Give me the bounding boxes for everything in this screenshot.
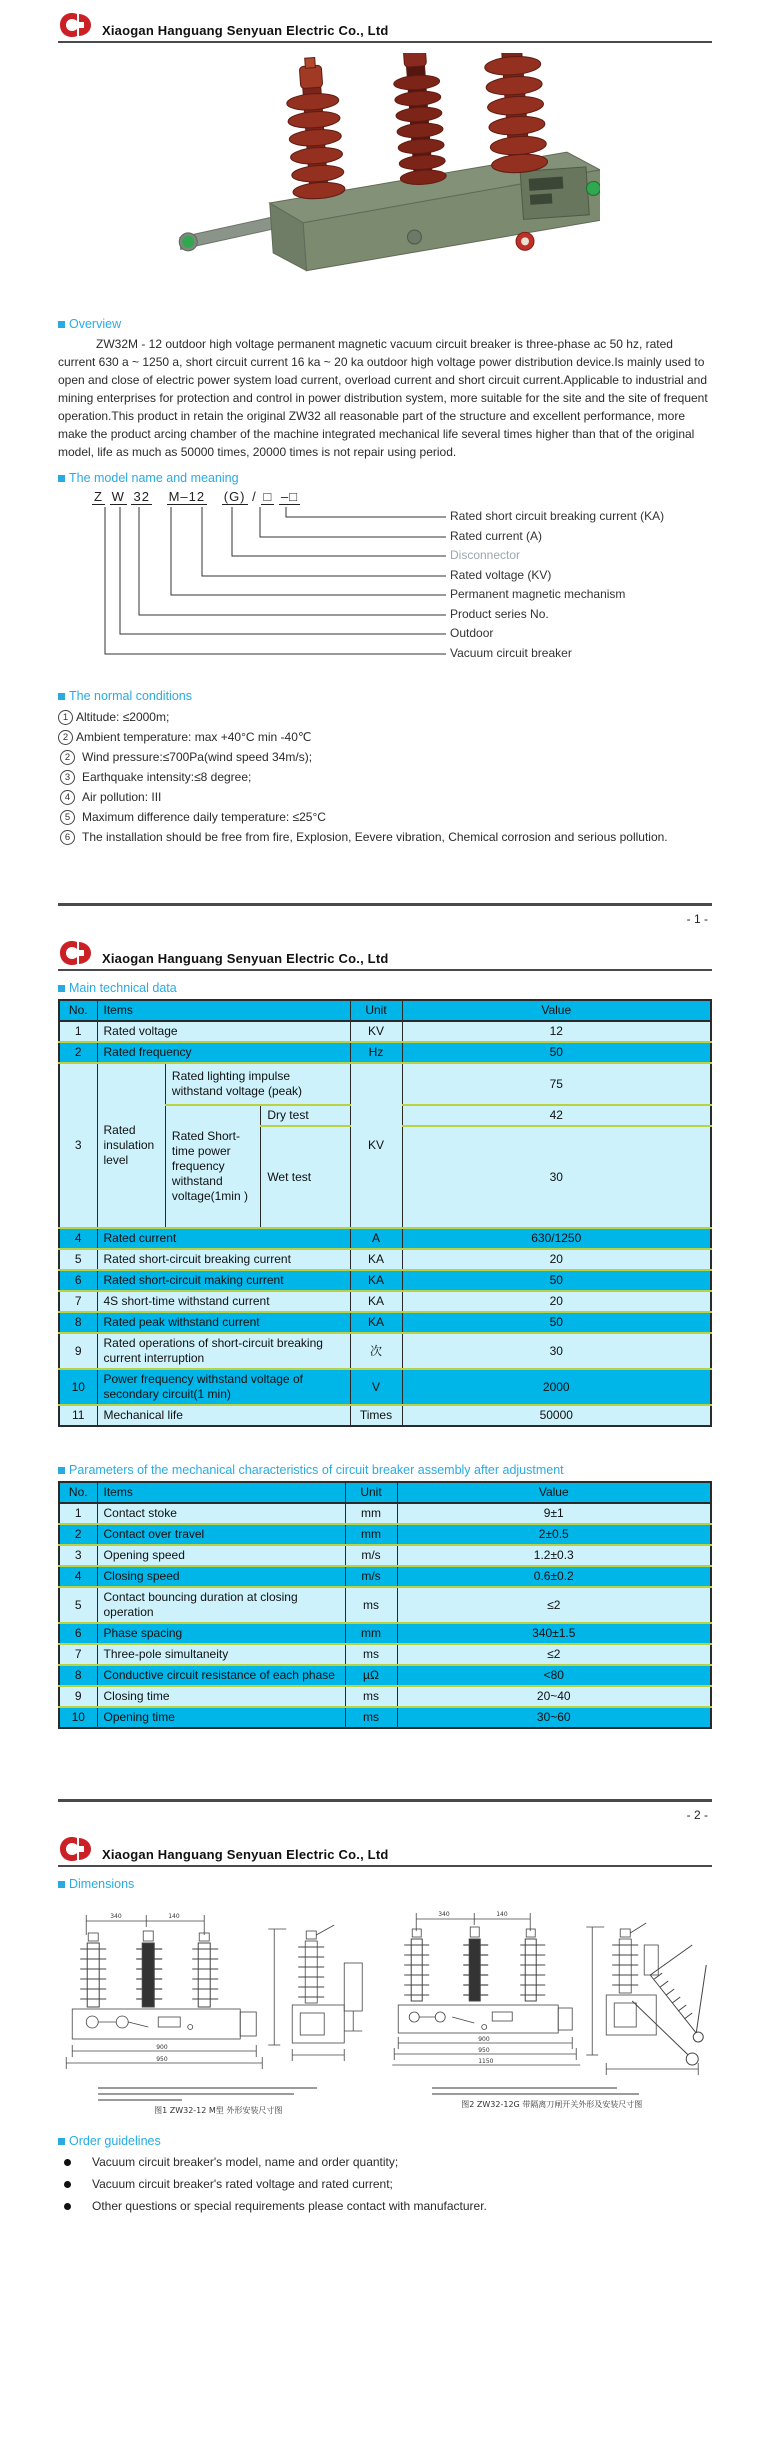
- cell-item: Contact stoke: [97, 1503, 345, 1524]
- circled-number-icon: 6: [60, 830, 75, 845]
- cell-item: Rated current: [97, 1228, 350, 1249]
- cell-value: 2000: [402, 1369, 711, 1405]
- condition-item: [58, 807, 712, 827]
- model-label: Rated short circuit breaking current (KA): [450, 509, 665, 523]
- col-header-no: No.: [59, 1482, 97, 1503]
- bullet-square-icon: [58, 321, 65, 328]
- condition-item: [58, 707, 712, 727]
- model-labels: [450, 507, 664, 663]
- condition-text: Wind pressure:≤700Pa(wind speed 34m/s);: [82, 750, 313, 764]
- table-row: [59, 1503, 711, 1524]
- cell-group: Rated insulation level: [97, 1063, 165, 1228]
- cell-value: 75: [402, 1063, 711, 1105]
- cell-no: 1: [59, 1021, 97, 1042]
- cell-no: 4: [59, 1228, 97, 1249]
- table-row: [59, 1042, 711, 1063]
- section-title-text: Dimensions: [69, 1877, 135, 1891]
- section-title-overview: [58, 317, 712, 331]
- model-code-segment: /: [252, 489, 257, 504]
- condition-item: [58, 747, 712, 767]
- cell-item: 4S short-time withstand current: [97, 1291, 350, 1312]
- product-photo: [58, 43, 712, 307]
- order-item-text: Vacuum circuit breaker's rated voltage and rated current;: [92, 2177, 393, 2191]
- cell-unit: Hz: [350, 1042, 402, 1063]
- model-code-segment: □: [263, 489, 273, 504]
- table-row: [59, 1228, 711, 1249]
- table-row: [59, 1291, 711, 1312]
- section-title-conditions: [58, 689, 712, 703]
- cell-no: 6: [59, 1270, 97, 1291]
- cell-unit: KA: [350, 1270, 402, 1291]
- main-technical-data-table: [58, 999, 712, 1427]
- cell-item: Rated frequency: [97, 1042, 350, 1063]
- cell-no: 7: [59, 1291, 97, 1312]
- cell-item: Rated short-circuit making current: [97, 1270, 350, 1291]
- cell-no: 6: [59, 1623, 97, 1644]
- cell-no: 2: [59, 1524, 97, 1545]
- cell-value: 1.2±0.3: [397, 1545, 711, 1566]
- cell-value: 30: [402, 1333, 711, 1369]
- dim-label: 950: [477, 2047, 490, 2054]
- cell-value: 20~40: [397, 1686, 711, 1707]
- cell-item: Conductive circuit resistance of each phase: [97, 1665, 345, 1686]
- cell-value: 340±1.5: [397, 1623, 711, 1644]
- table-row: [59, 1270, 711, 1291]
- section-title-text: Parameters of the mechanical characteristics of circuit breaker assembly after adjustment: [69, 1463, 564, 1477]
- cell-no: 4: [59, 1566, 97, 1587]
- cell-value: 20: [402, 1291, 711, 1312]
- cell-value: 50: [402, 1312, 711, 1333]
- section-title-text: Order guidelines: [69, 2134, 161, 2148]
- table-row: [59, 1587, 711, 1623]
- table-row: [59, 1686, 711, 1707]
- col-header-no: No.: [59, 1000, 97, 1021]
- figure2-caption: 图2 ZW32-12G 带隔离刀闸开关外形及安装尺寸图: [461, 2100, 643, 2109]
- cell-value: 2±0.5: [397, 1524, 711, 1545]
- col-header-value: Value: [402, 1000, 711, 1021]
- cell-item: Closing speed: [97, 1566, 345, 1587]
- section-title-dimensions: [58, 1877, 712, 1891]
- order-item: [58, 2174, 712, 2194]
- dimension-figure-2: [392, 1905, 712, 2116]
- cell-unit: KA: [350, 1249, 402, 1270]
- table-row: [59, 1524, 711, 1545]
- dim-label: 140: [168, 1913, 180, 1920]
- cell-unit: A: [350, 1228, 402, 1249]
- model-diagram-lines: [58, 507, 446, 677]
- cell-no: 9: [59, 1686, 97, 1707]
- cell-value: <80: [397, 1665, 711, 1686]
- col-header-items: Items: [97, 1000, 350, 1021]
- figure1-annotations: [98, 2087, 378, 2101]
- page1-header: [58, 0, 712, 43]
- bullet-square-icon: [58, 1881, 65, 1888]
- order-guidelines-list: [58, 2152, 712, 2216]
- company-logo-icon: [58, 12, 94, 38]
- company-logo-icon: [58, 1836, 94, 1862]
- table-row: [59, 1312, 711, 1333]
- cell-no: 3: [59, 1545, 97, 1566]
- condition-text: Maximum difference daily temperature: ≤25°C: [82, 810, 326, 824]
- circled-number-icon: 2: [60, 750, 75, 765]
- company-name: Xiaogan Hanguang Senyuan Electric Co., Ltd: [102, 1847, 389, 1862]
- order-item: [58, 2152, 712, 2172]
- cell-wet-test: Wet test: [261, 1126, 350, 1228]
- cell-unit: KA: [350, 1291, 402, 1312]
- cell-no: 5: [59, 1587, 97, 1623]
- cell-value: 50: [402, 1270, 711, 1291]
- cell-item: Closing time: [97, 1686, 345, 1707]
- model-label: Rated voltage (KV): [450, 567, 552, 582]
- company-name: Xiaogan Hanguang Senyuan Electric Co., Ltd: [102, 951, 389, 966]
- table-row: [59, 1566, 711, 1587]
- dimension-drawing-2: [392, 1905, 712, 2083]
- condition-item: [58, 787, 712, 807]
- page1-number: - 1 -: [686, 912, 708, 926]
- cell-item: Contact over travel: [97, 1524, 345, 1545]
- cell-unit: µΩ: [345, 1665, 397, 1686]
- bullet-square-icon: [58, 985, 65, 992]
- cell-no: 11: [59, 1405, 97, 1426]
- cell-value: 20: [402, 1249, 711, 1270]
- cell-unit: ms: [345, 1707, 397, 1728]
- cell-item: Rated short-circuit breaking current: [97, 1249, 350, 1270]
- dimension-figure-1: [58, 1905, 378, 2116]
- dim-label: 950: [156, 2056, 168, 2063]
- col-header-items: Items: [97, 1482, 345, 1503]
- page1-separator: [58, 903, 712, 906]
- cell-item: Mechanical life: [97, 1405, 350, 1426]
- section-title-main-data: [58, 981, 712, 995]
- cell-value: 42: [402, 1105, 711, 1126]
- circled-number-icon: 1: [58, 710, 73, 725]
- cell-no: 5: [59, 1249, 97, 1270]
- col-header-unit: Unit: [350, 1000, 402, 1021]
- bullet-dot-icon: [64, 2159, 71, 2166]
- table-row: [59, 1405, 711, 1426]
- bullet-square-icon: [58, 2138, 65, 2145]
- model-diagram: [58, 507, 712, 679]
- table-row: [59, 1707, 711, 1728]
- table-row: [59, 1021, 711, 1042]
- model-code-segment: Z: [94, 489, 103, 504]
- condition-text: Ambient temperature: max +40°C min -40℃: [76, 730, 312, 744]
- dim-label: 340: [437, 1911, 450, 1918]
- cell-value: 9±1: [397, 1503, 711, 1524]
- bullet-square-icon: [58, 1467, 65, 1474]
- cell-unit: V: [350, 1369, 402, 1405]
- table-row: [59, 1333, 711, 1369]
- page2-separator: [58, 1799, 712, 1802]
- table-row: [59, 1623, 711, 1644]
- section-title-mech-params: [58, 1463, 712, 1477]
- cell-value: 50000: [402, 1405, 711, 1426]
- cell-unit: 次: [350, 1333, 402, 1369]
- page2-number: - 2 -: [686, 1808, 708, 1822]
- cell-dry-test: Dry test: [261, 1105, 350, 1126]
- cell-unit: KA: [350, 1312, 402, 1333]
- model-label: Disconnector: [450, 548, 521, 562]
- cell-value: 50: [402, 1042, 711, 1063]
- cell-sub-item: Rated lighting impulse withstand voltage (peak): [165, 1063, 350, 1105]
- table-row: [59, 1665, 711, 1686]
- dim-label: 900: [156, 2044, 168, 2051]
- conditions-list: [58, 707, 712, 847]
- cell-item: Phase spacing: [97, 1623, 345, 1644]
- model-code-segment: W: [111, 489, 125, 504]
- model-code-segment: 32: [133, 489, 150, 504]
- condition-text: Altitude: ≤2000m;: [76, 710, 170, 724]
- cell-item: Power frequency withstand voltage of secondary circuit(1 min): [97, 1369, 350, 1405]
- section-title-text: Main technical data: [69, 981, 177, 995]
- model-label: Product series No.: [450, 606, 549, 621]
- cell-unit: Times: [350, 1405, 402, 1426]
- cell-no: 8: [59, 1312, 97, 1333]
- cell-unit: mm: [345, 1623, 397, 1644]
- col-header-value: Value: [397, 1482, 711, 1503]
- circled-number-icon: 5: [60, 810, 75, 825]
- cell-unit: m/s: [345, 1566, 397, 1587]
- model-code-segment: (G): [223, 489, 246, 504]
- cell-value: ≤2: [397, 1587, 711, 1623]
- figure2-annotations: [432, 2087, 712, 2095]
- table-row-insulation-1: [59, 1063, 711, 1105]
- model-label: Rated current (A): [450, 528, 543, 543]
- model-code: [92, 489, 712, 505]
- model-label: Outdoor: [450, 626, 494, 640]
- mechanical-characteristics-table: [58, 1481, 712, 1729]
- dim-label: 1150: [477, 2058, 494, 2065]
- dim-label: 340: [110, 1913, 122, 1920]
- circled-number-icon: 4: [60, 790, 75, 805]
- cell-value: ≤2: [397, 1644, 711, 1665]
- section-title-model: [58, 471, 712, 485]
- col-header-unit: Unit: [345, 1482, 397, 1503]
- cell-item: Rated operations of short-circuit breaking current interruption: [97, 1333, 350, 1369]
- cell-no: 1: [59, 1503, 97, 1524]
- cell-value: 630/1250: [402, 1228, 711, 1249]
- cell-item: Rated voltage: [97, 1021, 350, 1042]
- condition-item: [58, 727, 712, 747]
- dim-label: 140: [495, 1911, 508, 1918]
- cell-no: 10: [59, 1707, 97, 1728]
- order-item-text: Other questions or special requirements please contact with manufacturer.: [92, 2199, 487, 2213]
- table-header-row: [59, 1482, 711, 1503]
- cell-no: 3: [59, 1063, 97, 1228]
- condition-text: Earthquake intensity:≤8 degree;: [82, 770, 252, 784]
- circled-number-icon: 3: [60, 770, 75, 785]
- cell-unit: ms: [345, 1644, 397, 1665]
- circled-number-icon: 2: [58, 730, 73, 745]
- condition-text: The installation should be free from fire, Explosion, Eevere vibration, Chemical corrosion and serious pollution.: [82, 830, 668, 844]
- condition-item: [58, 827, 712, 847]
- cell-item: Three-pole simultaneity: [97, 1644, 345, 1665]
- figure1-caption: 图1 ZW32-12 M型 外形安装尺寸图: [154, 2106, 283, 2115]
- order-item: [58, 2196, 712, 2216]
- condition-text: Air pollution: III: [82, 790, 162, 804]
- bullet-square-icon: [58, 475, 65, 482]
- cell-value: 30~60: [397, 1707, 711, 1728]
- table-header-row: [59, 1000, 711, 1021]
- order-item-text: Vacuum circuit breaker's model, name and order quantity;: [92, 2155, 399, 2169]
- condition-item: [58, 767, 712, 787]
- section-title-order: [58, 2134, 712, 2148]
- cell-unit: KV: [350, 1063, 402, 1228]
- cell-value: 12: [402, 1021, 711, 1042]
- model-label: Vacuum circuit breaker: [450, 645, 572, 660]
- section-title-text: Overview: [69, 317, 122, 331]
- model-code-segment: M–12: [168, 489, 206, 504]
- cell-item: Contact bouncing duration at closing operation: [97, 1587, 345, 1623]
- cell-item: Opening time: [97, 1707, 345, 1728]
- circuit-breaker-photo-illustration: [170, 53, 600, 301]
- dim-label: 900: [477, 2036, 490, 2043]
- cell-unit: m/s: [345, 1545, 397, 1566]
- cell-unit: mm: [345, 1524, 397, 1545]
- bullet-dot-icon: [64, 2181, 71, 2188]
- cell-no: 7: [59, 1644, 97, 1665]
- table-row: [59, 1249, 711, 1270]
- model-code-segment: –□: [280, 489, 298, 504]
- cell-unit: mm: [345, 1503, 397, 1524]
- bullet-dot-icon: [64, 2203, 71, 2210]
- cell-unit: ms: [345, 1686, 397, 1707]
- cell-no: 10: [59, 1369, 97, 1405]
- bullet-square-icon: [58, 693, 65, 700]
- cell-no: 8: [59, 1665, 97, 1686]
- overview-text: ZW32M - 12 outdoor high voltage permanent magnetic vacuum circuit breaker is three-phase ac 50 hz, rated current 630 a ~ 1250 a, short circuit current 16 ka ~ 20 ka outdoor high voltage power distribution device.Is mainly used to open and close of electric power system load current, overload current and short circuit current.Applicable to industrial and mining enterprises for protection and control in power distribution system, more suitable for the site and the site of frequent operation.This product in retain the original ZW32 all reasonable part of the structure and excellent performance, more make the product arcing chamber of the machine integrated mechanical life several times higher than that of the original model, life as much as 50000 times, 20000 times is not repair using period.: [58, 337, 708, 459]
- cell-no: 9: [59, 1333, 97, 1369]
- cell-no: 2: [59, 1042, 97, 1063]
- table-row: [59, 1369, 711, 1405]
- table-row: [59, 1644, 711, 1665]
- dimension-figures: [58, 1905, 712, 2116]
- company-logo-icon: [58, 940, 94, 966]
- page3-header: [58, 1824, 712, 1867]
- cell-sub-item: Rated Short-time power frequency withstand voltage(1min ): [165, 1105, 260, 1228]
- section-title-text: The model name and meaning: [69, 471, 239, 485]
- company-name: Xiaogan Hanguang Senyuan Electric Co., Ltd: [102, 23, 389, 38]
- cell-item: Rated peak withstand current: [97, 1312, 350, 1333]
- model-label: Permanent magnetic mechanism: [450, 587, 626, 601]
- table-row: [59, 1545, 711, 1566]
- cell-item: Opening speed: [97, 1545, 345, 1566]
- page2-header: [58, 928, 712, 971]
- cell-value: 0.6±0.2: [397, 1566, 711, 1587]
- section-title-text: The normal conditions: [69, 689, 192, 703]
- cell-unit: KV: [350, 1021, 402, 1042]
- dimension-drawing-1: [58, 1905, 378, 2083]
- cell-unit: ms: [345, 1587, 397, 1623]
- cell-value: 30: [402, 1126, 711, 1228]
